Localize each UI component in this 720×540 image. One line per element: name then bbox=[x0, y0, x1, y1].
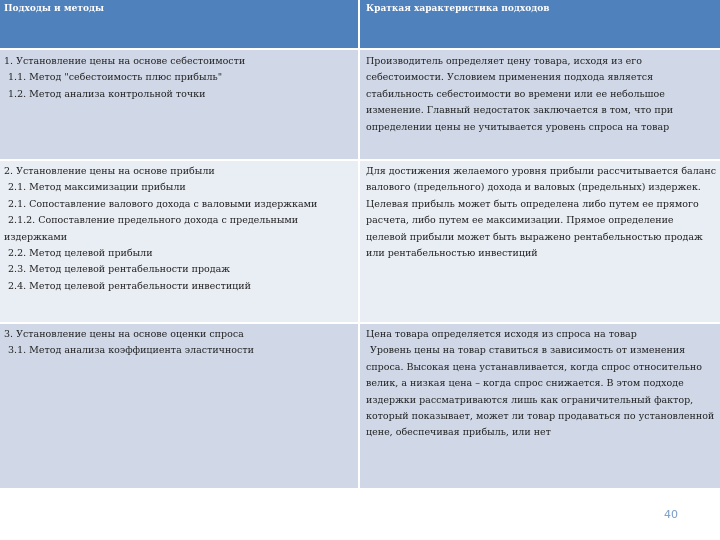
approach-line: 1. Установление цены на основе себестоимости bbox=[4, 56, 246, 67]
table-row bbox=[0, 161, 720, 324]
description-line: стабильность себестоимости во времени или ее небольшое bbox=[366, 88, 665, 100]
approach-line: 1.1. Метод "себестоимость плюс прибыль" bbox=[8, 72, 223, 84]
table-row bbox=[0, 324, 720, 490]
approach-cell bbox=[0, 324, 358, 490]
approach-line: 2.2. Метод целевой прибыли bbox=[8, 248, 153, 260]
approach-line: 3. Установление цены на основе оценки спроса bbox=[4, 329, 244, 340]
approach-line: 2. Установление цены на основе прибыли bbox=[4, 166, 215, 177]
description-line: Уровень цены на товар ставиться в зависимость от изменения bbox=[370, 345, 686, 357]
description-line: цене, обеспечивая прибыль, или нет bbox=[366, 427, 551, 439]
description-line: Для достижения желаемого уровня прибыли рассчитывается баланс bbox=[366, 166, 717, 177]
approach-line: 3.1. Метод анализа коэффициента эластичности bbox=[8, 345, 254, 357]
description-cell bbox=[358, 161, 720, 324]
approach-line: 2.1.2. Сопоставление предельного дохода с предельными bbox=[8, 215, 299, 227]
description-cell bbox=[358, 324, 720, 490]
approach-cell bbox=[0, 50, 358, 161]
description-line: целевой прибыли может быть выражено рентабельностью продаж bbox=[366, 231, 703, 243]
header-approaches: Подходы и методы bbox=[0, 0, 358, 50]
description-line: себестоимости. Условием применения подхода является bbox=[366, 72, 654, 84]
description-line: расчета, либо путем ее максимизации. Прямое определение bbox=[366, 215, 674, 227]
description-line: или рентабельностью инвестиций bbox=[366, 248, 538, 260]
description-line: валового (предельного) дохода и валовых (предельных) издержек. bbox=[366, 182, 701, 194]
approach-line: 2.1. Сопоставление валового дохода с валовыми издержками bbox=[8, 198, 318, 210]
approach-line: 2.3. Метод целевой рентабельности продаж bbox=[8, 264, 231, 276]
header-characteristics: Краткая характеристика подходов bbox=[358, 0, 720, 50]
description-line: который показывает, может ли товар продаваться по установленной bbox=[366, 411, 715, 423]
table-header-row bbox=[0, 0, 720, 50]
description-line: велик, а низкая цена – когда спрос снижается. В этом подходе bbox=[366, 378, 684, 390]
approach-cell bbox=[0, 161, 358, 324]
description-line: определении цены не учитывается уровень спроса на товар bbox=[366, 121, 670, 133]
description-cell bbox=[358, 50, 720, 161]
description-line: издержки рассматриваются лишь как ограничительный фактор, bbox=[366, 394, 694, 406]
approach-line: издержками bbox=[4, 231, 68, 243]
approach-line: 2.1. Метод максимизации прибыли bbox=[8, 182, 186, 194]
approach-line: 2.4. Метод целевой рентабельности инвестиций bbox=[8, 280, 251, 292]
approach-line: 1.2. Метод анализа контрольной точки bbox=[8, 88, 206, 100]
description-line: Производитель определяет цену товара, исходя из его bbox=[366, 56, 642, 67]
description-line: изменение. Главный недостаток заключается в том, что при bbox=[366, 105, 674, 117]
table-row bbox=[0, 50, 720, 161]
description-line: Целевая прибыль может быть определена либо путем ее прямого bbox=[366, 198, 699, 210]
description-line: Цена товара определяется исходя из спроса на товар bbox=[366, 329, 637, 340]
description-line: спроса. Высокая цена устанавливается, когда спрос относительно bbox=[366, 361, 702, 373]
page-number: 40 bbox=[664, 508, 678, 521]
